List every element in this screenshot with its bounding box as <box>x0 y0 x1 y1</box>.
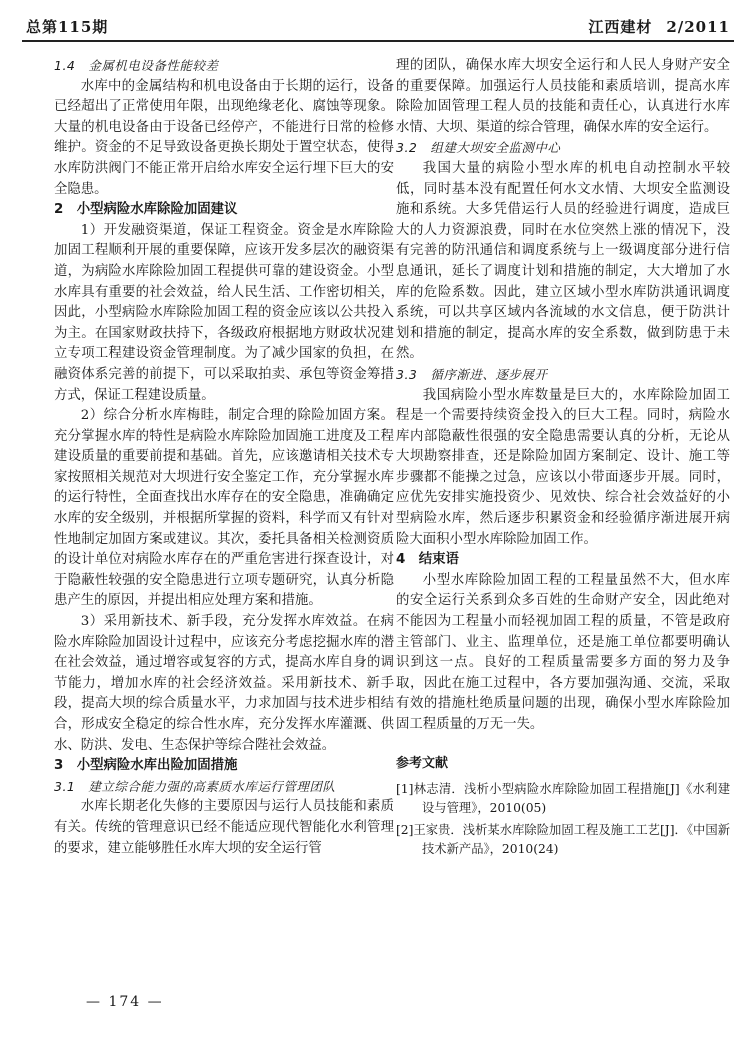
paragraph: 我国病险小型水库数量是巨大的，水库除险加固工程是一个需要持续资金投入的巨大工程。同时，病险水库内部隐蔽性很强的安全隐患需要认真的分析，无论从大坝勘察排查，还是除险加固方案制定、设计、施工等步骤都不能操之过急，应该以小带面逐步开展。同时，应优先安排实施投资少、见效快、综合社会效益好的小型病险水库，然后逐步积累资金和经验循序渐进展开病险大面积小型水库除险加固工作。 <box>396 387 730 547</box>
reference-item: [2]王家贵．浅析某水库除险加固工程及施工工艺[J]．《中国新技术新产品》，2010(24) <box>396 823 730 856</box>
paragraph: 我国大量的病险小型水库的机电自动控制水平较低，同时基本没有配置任何水文水情、大坝安全监测设施和系统。大多凭借运行人员的经验进行调度，造成巨大的人力资源浪费，同时在水位突然上涨的情况下，没有完善的防汛通信和调度系统与上一级调度部分进行信息通讯，延长了调度计划和措施的制定，大大增加了水库的危险系数。因此，建立区域小型水库防洪通讯调度系统，可以共享区域内各流域的水文信息，便于防洪计划和措施的制定，提高水库的安全系数，做到防患于未然。 <box>396 160 730 362</box>
section-heading: 4 结束语 <box>396 552 459 568</box>
paragraph: 1）开发融资渠道，保证工程资金。资金是水库除险加固工程顺利开展的重要保障，应该开发多层次的融资渠道，为病险水库除险加固工程提供可靠的建设资金。小型水库具有重要的社会效益，给人民生活、工作密切相关，因此，小型病险水库除险加固工程的资金应该以公共投入为主。在国家财政扶持下，各级政府根据地方财政状况建立专项工程建设资金管理制度。为了减少国家的负担，在融资体系完善的前提下，可以采取拍卖、承包等资金筹措方式，保证工程建设质量。 <box>54 222 394 403</box>
paragraph: 2）综合分析水库梅眭，制定合理的除险加固方案。充分掌握水库的特性是病险水库除险加固施工进度及工程建设质量的重要前提和基础。首先，应该邀请相关技术专家按照相关规范对大坝进行安全鉴定工作，充分掌握水库的运行特性，全面查找出水库存在的安全隐患，准确确定水库的安全级别，并根据所掌握的资料，科学而又有针对性地制定加固方案或建议。其次，委托具备相关检测资质的设计单位对病险水库存在的严重危害进行探查设计，对于隐蔽性较强的安全隐患进行立项专题研究，认真分析隐患产生的原因，并提出相应处理方案和措施。 <box>54 408 394 609</box>
paragraph: 3）采用新技术、新手段，充分发挥水库效益。在病险水库除险加固设计过程中，应该充分考虑挖掘水库的潜在社会效益，通过增容或复容的方式，提高水库自身的调节能力，增加水库的社会经济效益。采用新技术、新手段，提高大坝的综合质量水平，力求加固与技术进步相结合，形成安全稳定的综合性水库，充分发挥水库灌溉、供水、防洪、发电、生态保护等综合陛社会效益。 <box>54 614 394 753</box>
journal-info <box>574 16 730 37</box>
paragraph: 理的团队，确保水库大坝安全运行和人民人身财产安全的重要保障。加强运行人员技能和素质培训，提高水库除险加固管理工程人员的技能和责任心，认真进行水库水情、大坝、渠道的综合管理，确保水库的安全运行。 <box>396 58 730 135</box>
journal-name: 江西建材 <box>588 18 653 36</box>
right-column <box>396 56 730 862</box>
subsection-heading: 1.4 金属机电设备性能较差 <box>54 58 219 73</box>
journal-issue: 2/2011 <box>666 18 730 36</box>
section-heading: 2 小型病险水库除险加固建议 <box>54 202 238 218</box>
section-heading: 3 小型病险水库出险加固措施 <box>54 758 238 774</box>
paragraph: 水库中的金属结构和机电设备由于长期的运行，设备已经超出了正常使用年限，出现绝缘老化、腐蚀等现象。大量的机电设备由于设备已经停产，不能进行日常的检修维护。资金的不足导致设备更换长期处于置空状态，使得水库防洪阀门不能正常开启给水库安全运行埋下巨大的安全隐患。 <box>54 78 394 197</box>
paragraph: 小型水库除险加固工程的工程量虽然不大，但水库的安全运行关系到众多百姓的生命财产安全，因此绝对不能因为工程量小而轻视加固工程的质量，不管是政府主管部门、业主、监理单位，还是施工单位都要明确认识到这一点。良好的工程质量需要多方面的努力及争取，因此在施工过程中，各方要加强沟通、交流，采取有效的措施杜绝质量问题的出现，确保小型水库除险加固工程质量的万无一失。 <box>396 572 730 732</box>
page-number: — 174 — <box>86 994 164 1010</box>
left-column <box>54 56 394 859</box>
references-heading: 参考文献 <box>396 755 449 771</box>
page-header <box>22 10 734 42</box>
reference-item: [1]林志清．浅析小型病险水库除险加固工程措施[J]《水利建设与管理》，2010(05) <box>396 782 730 815</box>
subsection-heading: 3.1 建立综合能力强的高素质水库运行管理团队 <box>54 778 336 794</box>
subsection-heading: 3.2 组建大坝安全监测中心 <box>396 140 561 156</box>
subsection-heading: 3.3 循序渐进、逐步展开 <box>396 366 548 382</box>
issue-number: 总第115期 <box>26 18 109 36</box>
paragraph: 水库长期老化失修的主要原因与运行人员技能和素质有关。传统的管理意识已经不能适应现代智能化水利管理的要求，建立能够胜任水库大坝的安全运行管 <box>54 799 394 856</box>
references-list <box>396 780 730 858</box>
